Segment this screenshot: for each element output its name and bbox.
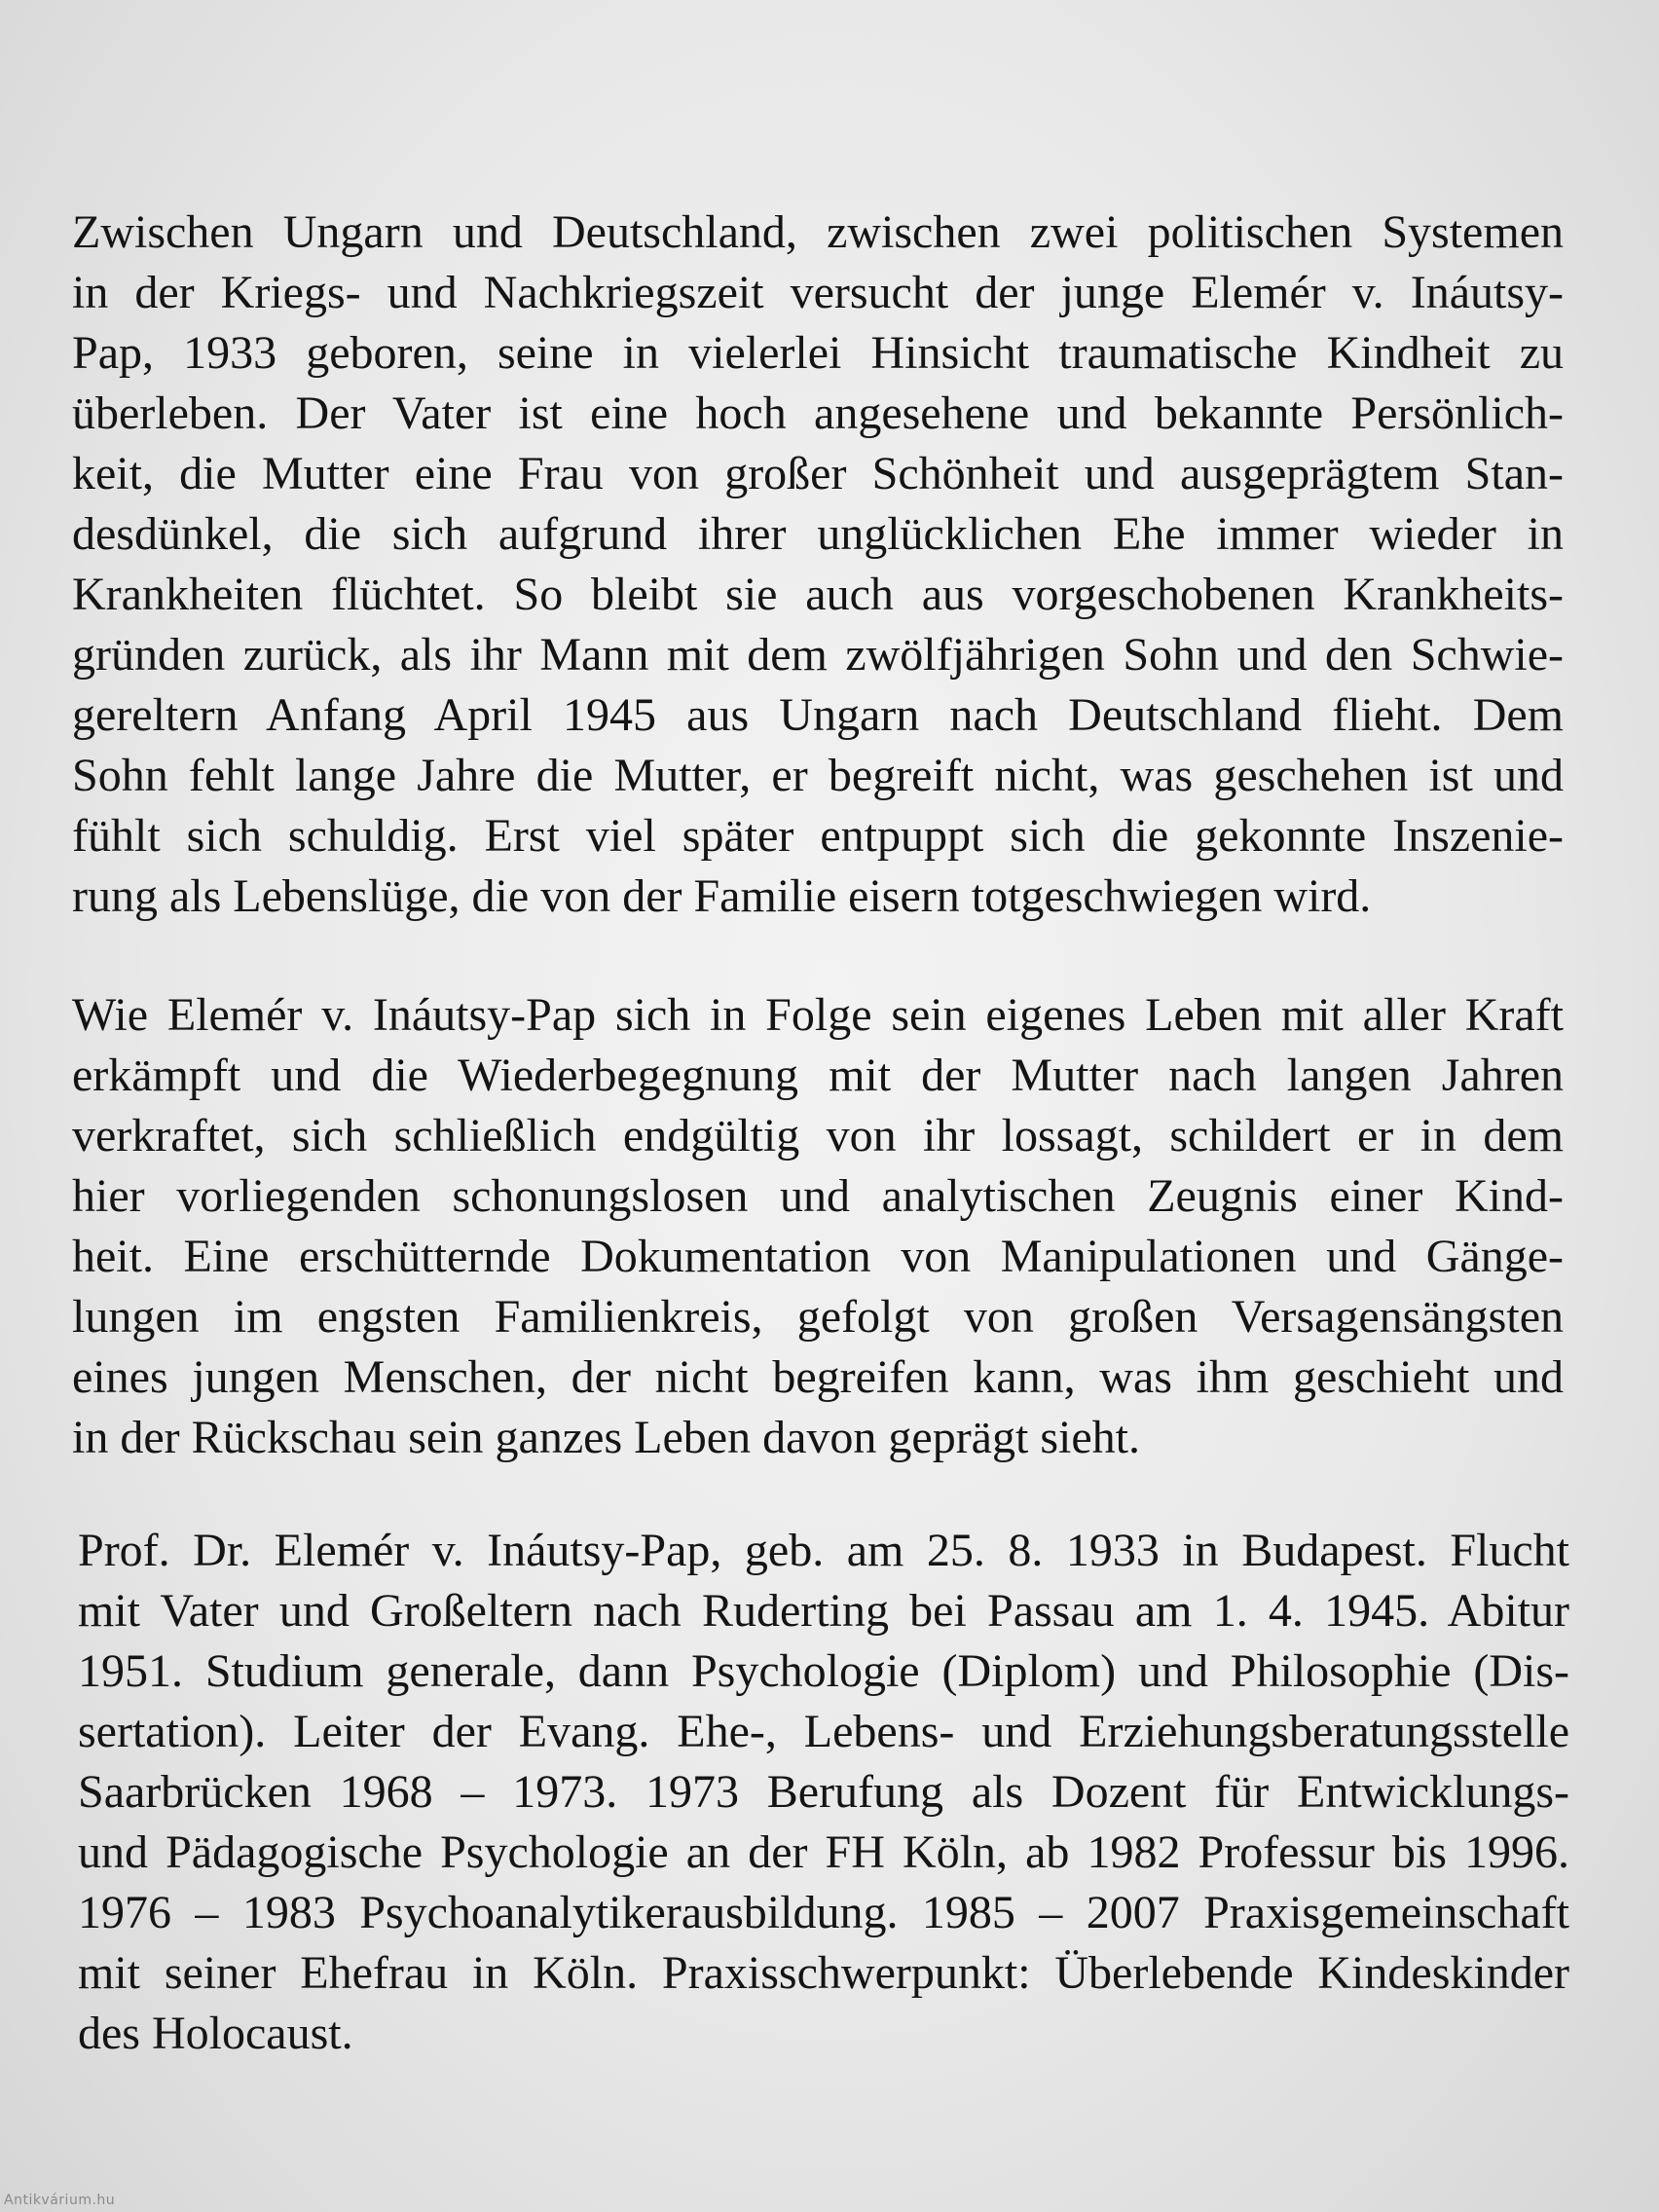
watermark: Antikvárium.hu [4,2193,116,2208]
text-line: Sohn fehlt lange Jahre die Mutter, er begreift nicht, was geschehen ist und [72,750,1564,801]
text-line: Saarbrücken 1968 – 1973. 1973 Berufung als Dozent für Entwicklungs- [78,1766,1569,1818]
text-line: gründen zurück, als ihr Mann mit dem zwölfjährigen Sohn und den Schwie- [72,629,1564,681]
text-line: des Holocaust. [78,2008,353,2059]
text-line: und Pädagogische Psychologie an der FH Köln, ab 1982 Professur bis 1996. [78,1826,1569,1878]
text-line: keit, die Mutter eine Frau von großer Schönheit und ausgeprägtem Stan- [72,448,1564,499]
paragraph-description [72,985,1564,1468]
text-line: eines jungen Menschen, der nicht begreifen kann, was ihm geschieht und [72,1351,1564,1403]
text-line: heit. Eine erschütternde Dokumentation von Manipulationen und Gänge- [72,1231,1564,1282]
paragraph-summary [72,203,1564,927]
text-line: überleben. Der Vater ist eine hoch angesehene und bekannte Persönlich- [72,387,1564,439]
text-line: mit Vater und Großeltern nach Ruderting bei Passau am 1. 4. 1945. Abitur [78,1585,1569,1637]
text-line: Zwischen Ungarn und Deutschland, zwischen zwei politischen Systemen [72,206,1564,258]
text-line: 1976 – 1983 Psychoanalytikerausbildung. 1985 – 2007 Praxisgemeinschaft [78,1887,1569,1938]
text-line: sertation). Leiter der Evang. Ehe-, Lebens- und Erziehungsberatungsstelle [78,1706,1569,1757]
text-line: gereltern Anfang April 1945 aus Ungarn nach Deutschland flieht. Dem [72,689,1564,741]
text-line: rung als Lebenslüge, die von der Familie eisern totgeschwiegen wird. [72,870,1372,922]
text-line: in der Rückschau sein ganzes Leben davon geprägt sieht. [72,1412,1140,1463]
text-line: 1951. Studium generale, dann Psychologie (Diplom) und Philosophie (Dis- [78,1645,1569,1697]
text-line: Prof. Dr. Elemér v. Ináutsy-Pap, geb. am 25. 8. 1933 in Budapest. Flucht [78,1525,1569,1576]
text-line: hier vorliegenden schonungslosen und analytischen Zeugnis einer Kind- [72,1170,1564,1222]
text-line: desdünkel, die sich aufgrund ihrer unglücklichen Ehe immer wieder in [72,508,1564,560]
text-line: in der Kriegs- und Nachkriegszeit versucht der junge Elemér v. Ináutsy- [72,267,1564,318]
text-line: Pap, 1933 geboren, seine in vielerlei Hinsicht traumatische Kindheit zu [72,327,1564,379]
text-line: erkämpft und die Wiederbegegnung mit der Mutter nach langen Jahren [72,1050,1564,1101]
text-line: Wie Elemér v. Ináutsy-Pap sich in Folge sein eigenes Leben mit aller Kraft [72,989,1564,1041]
text-line: fühlt sich schuldig. Erst viel später entpuppt sich die gekonnte Inszenie- [72,810,1564,862]
text-line: verkraftet, sich schließlich endgültig von ihr lossagt, schildert er in dem [72,1110,1564,1161]
paragraph-author-bio [78,1521,1569,2064]
text-line: Krankheiten flüchtet. So bleibt sie auch aus vorgeschobenen Krankheits- [72,569,1564,620]
text-line: mit seiner Ehefrau in Köln. Praxisschwerpunkt: Überlebende Kindeskinder [78,1947,1569,1999]
text-line: lungen im engsten Familienkreis, gefolgt von großen Versagensängsten [72,1291,1564,1343]
